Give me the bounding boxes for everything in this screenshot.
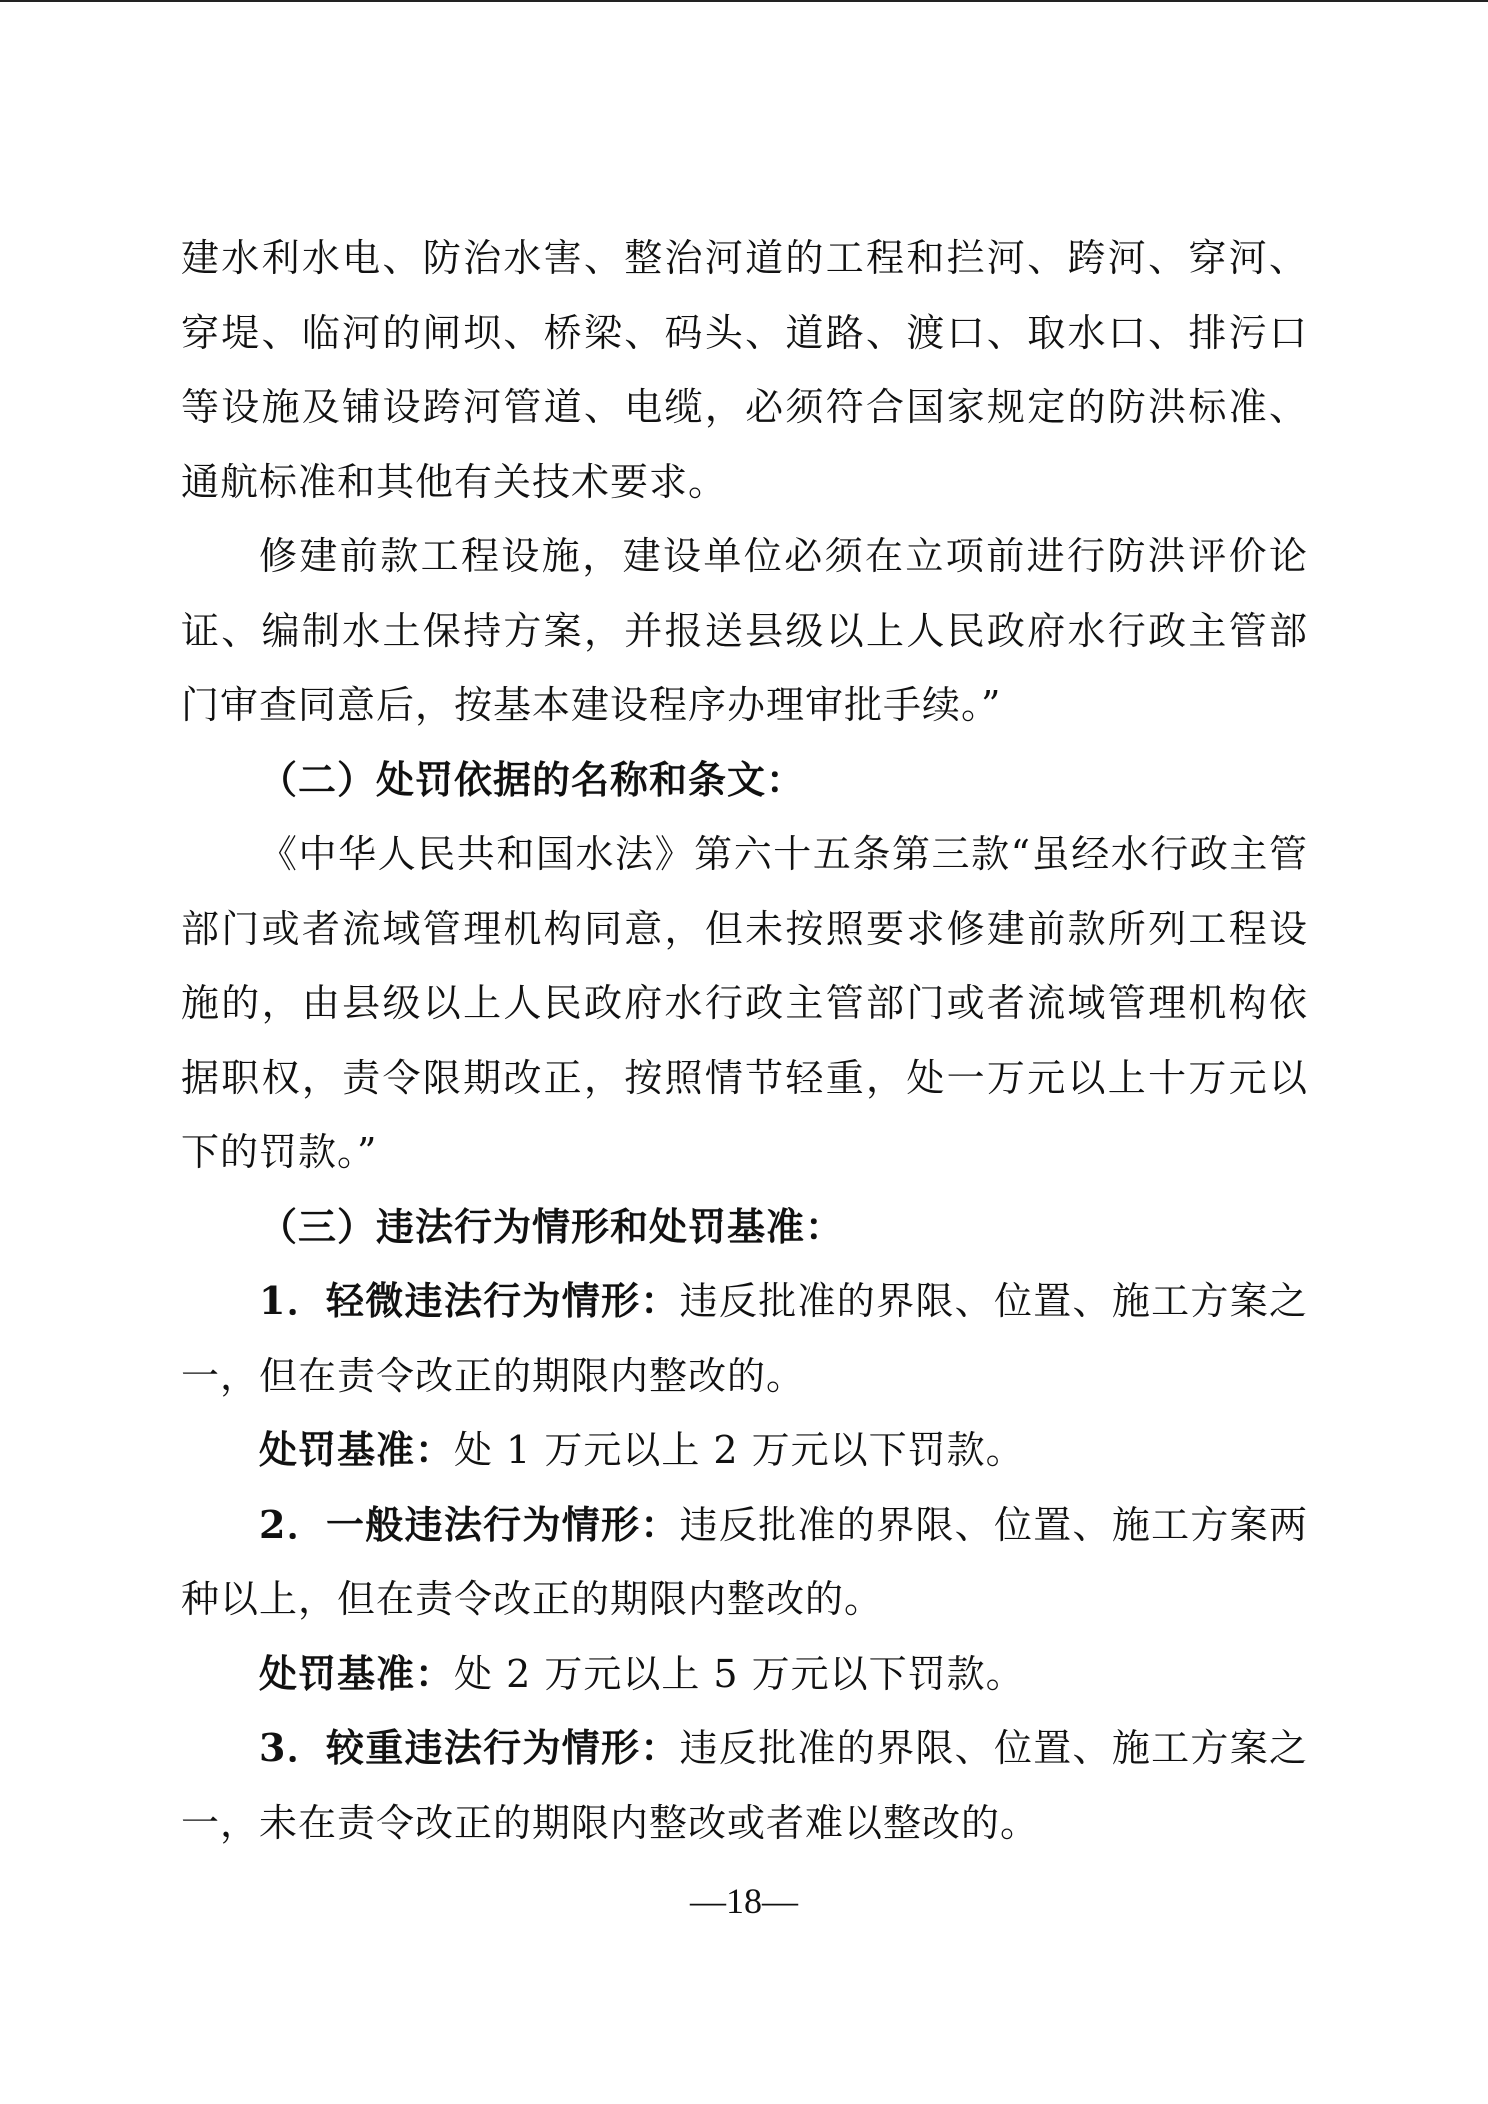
section-heading bbox=[181, 743, 1308, 818]
line-text: 门审查同意后，按基本建设程序办理审批手续。” bbox=[181, 683, 1002, 727]
text-line bbox=[181, 1041, 1308, 1116]
line-text: 证、编制水土保持方案，并报送县级以上人民政府水行政主管部 bbox=[181, 608, 1308, 653]
line-text: 违反批准的界限、位置、施工方案两 bbox=[679, 1502, 1308, 1547]
text-line bbox=[181, 1562, 1308, 1637]
text-line bbox=[181, 1339, 1308, 1414]
text-line bbox=[181, 1264, 1308, 1339]
heading-text: （二）处罚依据的名称和条文： bbox=[259, 756, 806, 802]
line-text: 违反批准的界限、位置、施工方案之 bbox=[679, 1726, 1308, 1770]
text-line bbox=[181, 1786, 1308, 1861]
text-line bbox=[181, 221, 1308, 296]
bold-label: 2．一般违法行为情形： bbox=[259, 1501, 680, 1547]
text-line bbox=[181, 1115, 1308, 1190]
text-line bbox=[181, 1637, 1308, 1712]
line-text: 种以上，但在责令改正的期限内整改的。 bbox=[181, 1577, 884, 1621]
line-text: 通航标准和其他有关技术要求。 bbox=[181, 459, 728, 504]
line-text: 处 2 万元以上 5 万元以下罚款。 bbox=[454, 1651, 1025, 1696]
line-text: 施的，由县级以上人民政府水行政主管部门或者流域管理机构依 bbox=[181, 981, 1308, 1025]
text-line bbox=[181, 817, 1308, 892]
text-line bbox=[181, 966, 1308, 1041]
text-line bbox=[181, 445, 1308, 520]
line-text: 穿堤、临河的闸坝、桥梁、码头、道路、渡口、取水口、排污口 bbox=[181, 310, 1308, 355]
page-top-border bbox=[0, 0, 1488, 2]
line-text: 违反批准的界限、位置、施工方案之 bbox=[679, 1279, 1308, 1323]
line-text: 据职权，责令限期改正，按照情节轻重，处一万元以上十万元以 bbox=[181, 1055, 1308, 1100]
text-line bbox=[181, 519, 1308, 594]
line-text: 下的罚款。” bbox=[181, 1130, 378, 1174]
text-line bbox=[181, 1413, 1308, 1488]
heading-text: （三）违法行为情形和处罚基准： bbox=[259, 1203, 845, 1249]
text-line bbox=[181, 668, 1308, 743]
document-body bbox=[181, 221, 1308, 1860]
line-text: 等设施及铺设跨河管道、电缆，必须符合国家规定的防洪标准、 bbox=[181, 385, 1308, 429]
page-number: —18— bbox=[690, 1881, 798, 1921]
bold-label: 处罚基准： bbox=[259, 1650, 455, 1696]
line-text: 部门或者流域管理机构同意，但未按照要求修建前款所列工程设 bbox=[181, 906, 1308, 951]
section-heading bbox=[181, 1190, 1308, 1265]
text-line bbox=[181, 1711, 1308, 1786]
line-text: 一，但在责令改正的期限内整改的。 bbox=[181, 1353, 806, 1398]
line-text: 《中华人民共和国水法》第六十五条第三款“虽经水行政主管 bbox=[259, 832, 1308, 876]
text-line bbox=[181, 892, 1308, 967]
text-line bbox=[181, 296, 1308, 371]
bold-label: 处罚基准： bbox=[259, 1427, 455, 1472]
line-text: 处 1 万元以上 2 万元以下罚款。 bbox=[454, 1428, 1025, 1472]
text-line bbox=[181, 370, 1308, 445]
line-text: 建水利水电、防治水害、整治河道的工程和拦河、跨河、穿河、 bbox=[181, 236, 1308, 280]
line-text: 一，未在责令改正的期限内整改或者难以整改的。 bbox=[181, 1800, 1040, 1845]
bold-label: 3．较重违法行为情形： bbox=[259, 1725, 680, 1770]
text-line bbox=[181, 594, 1308, 669]
line-text: 修建前款工程设施，建设单位必须在立项前进行防洪评价论 bbox=[259, 534, 1308, 578]
bold-label: 1．轻微违法行为情形： bbox=[259, 1278, 680, 1323]
text-line bbox=[181, 1488, 1308, 1563]
